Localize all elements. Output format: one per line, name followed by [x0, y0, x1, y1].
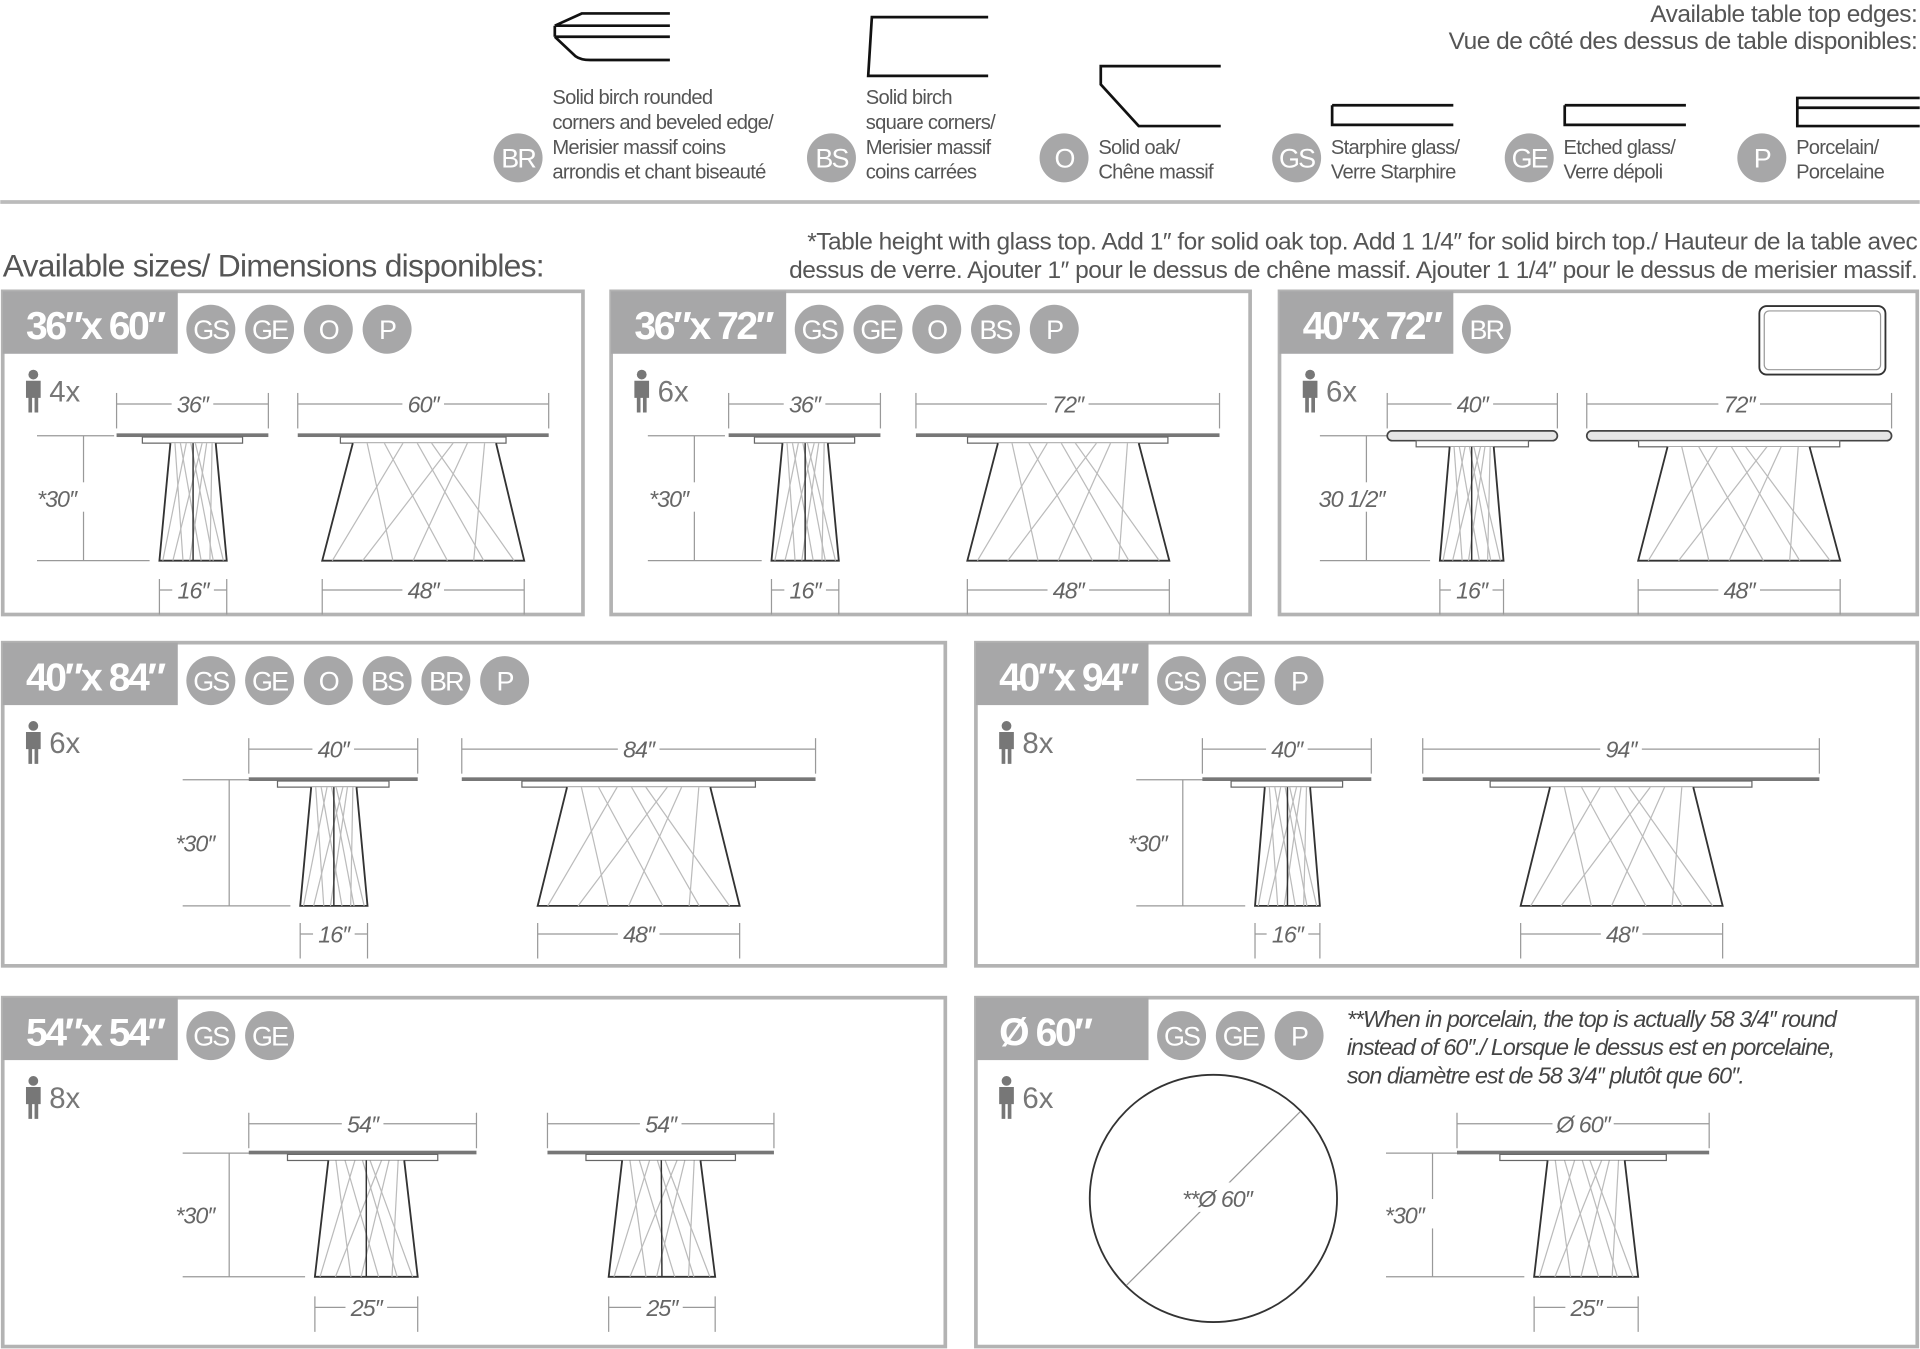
apron [287, 1154, 437, 1160]
edge-description-line: coins carrées [865, 161, 977, 184]
height-label: *30″ [1384, 1202, 1425, 1229]
seat-count: 8x [49, 1081, 81, 1115]
material-badge-p [1030, 305, 1079, 354]
badge-code: P [1291, 1021, 1308, 1052]
person-head [28, 721, 38, 731]
size-panel-3 [1280, 291, 1918, 614]
badge-code: O [318, 666, 338, 697]
dimension-label: 40″ [317, 736, 349, 763]
porcelain-note-line: son diamètre est de 58 3/4″ plutôt que 60″. [1346, 1062, 1744, 1089]
size-panel-6 [3, 998, 946, 1347]
badge-code: GE [860, 315, 896, 346]
badge-code: GS [193, 1021, 229, 1052]
pedestal-base [538, 787, 740, 906]
apron [586, 1154, 735, 1160]
person-head [1002, 721, 1012, 731]
material-badge-br [494, 133, 543, 182]
badge-code: GE [1222, 1021, 1258, 1052]
material-badge-gs [186, 305, 235, 354]
size-label: 40″x 72″ [1302, 305, 1441, 349]
badge-code: O [318, 315, 338, 346]
dimension-label: 84″ [623, 736, 655, 763]
dimension-label: 54″ [347, 1111, 379, 1138]
badge-code: P [496, 666, 513, 697]
edge-description-line: Starphire glass/ [1330, 136, 1460, 159]
material-badge-gs [186, 656, 235, 705]
size-panel-2 [611, 291, 1250, 614]
round-top-view [1090, 1075, 1337, 1322]
edge-profile-drawing [868, 17, 988, 76]
dimension-label: 48″ [1052, 577, 1084, 604]
size-label: 36″x 72″ [634, 305, 773, 349]
size-panels [3, 291, 1918, 1346]
footnote-line-2: dessus de verre. Ajouter 1″ pour le dessus de chêne massif. Ajouter 1 1/4″ pour le dessus de merisier massif. [789, 256, 1918, 284]
material-badge-ge [1505, 133, 1554, 182]
apron [522, 781, 755, 787]
dimension-label: 48″ [1606, 921, 1638, 948]
badge-code: GS [1279, 143, 1315, 174]
apron [1490, 781, 1752, 787]
edge-description-line: Merisier massif coins [552, 136, 726, 159]
edge-item-br [494, 13, 775, 183]
material-badge-br [1462, 305, 1511, 354]
size-panel-1 [3, 291, 583, 614]
height-label: 30 1/2″ [1318, 485, 1385, 512]
dimension-label: 25″ [1570, 1294, 1602, 1321]
material-badge-ge [245, 656, 294, 705]
badge-code: GS [193, 666, 229, 697]
dimension-label: 25″ [350, 1294, 382, 1321]
edge-description-line: Porcelaine [1796, 161, 1885, 184]
seat-count: 8x [1022, 726, 1054, 760]
material-badge-o [304, 305, 353, 354]
pedestal-base [1638, 447, 1840, 561]
seat-count: 4x [49, 375, 81, 409]
material-badge-gs [1157, 1011, 1206, 1060]
size-panel-7 [976, 998, 1917, 1347]
edge-profile-drawing [1332, 105, 1453, 125]
person-head [637, 370, 647, 380]
dimension-label: 16″ [1456, 577, 1488, 604]
edge-item-o [1040, 66, 1221, 183]
apron [1639, 441, 1840, 447]
sizes-title: Available sizes/ Dimensions disponibles: [2, 247, 544, 284]
material-badge-o [912, 305, 961, 354]
edges-header [1449, 1, 1918, 55]
pedestal-seam [661, 1160, 662, 1276]
material-badge-gs [1157, 656, 1206, 705]
badge-code: P [379, 315, 396, 346]
person-head [1002, 1076, 1012, 1086]
badge-code: GS [1163, 1021, 1200, 1052]
dimension-label: Ø 60″ [1556, 1111, 1610, 1138]
apron [968, 437, 1168, 443]
edge-item-bs [807, 17, 996, 183]
material-badge-p [1275, 1011, 1324, 1060]
height-label: *30″ [1127, 830, 1167, 857]
pedestal-base [322, 443, 524, 561]
material-badge-p [1275, 656, 1324, 705]
dimension-label: 40″ [1271, 736, 1303, 763]
badge-code: GE [251, 666, 288, 697]
material-badge-p [480, 656, 529, 705]
apron [754, 437, 854, 443]
size-label: 36″x 60″ [25, 305, 164, 349]
material-badge-gs [1272, 133, 1321, 182]
material-badge-ge [854, 305, 903, 354]
dimension-label: 72″ [1052, 391, 1084, 418]
material-badge-gs [186, 1011, 235, 1060]
seat-count: 6x [49, 726, 81, 760]
edge-description-line: Etched glass/ [1563, 136, 1676, 159]
seat-count: 6x [657, 375, 689, 409]
pedestal-base [1534, 1160, 1638, 1276]
edge-item-ge [1505, 105, 1686, 183]
height-label: *30″ [175, 1202, 215, 1229]
height-label: *30″ [175, 830, 215, 857]
dimension-label: 25″ [646, 1294, 678, 1321]
size-label: 54″x 54″ [25, 1011, 164, 1055]
dimension-label: 94″ [1605, 736, 1637, 763]
material-badge-o [1040, 133, 1089, 182]
dimension-label: 16″ [177, 577, 209, 604]
material-badge-bs [807, 133, 856, 182]
edge-profile-drawing [555, 13, 670, 60]
size-label: Ø 60″ [999, 1011, 1091, 1055]
edge-description-line: Solid birch [865, 87, 952, 110]
edge-description-line: square corners/ [865, 111, 995, 134]
dimension-label: 60″ [407, 391, 439, 418]
dimension-label: 48″ [407, 577, 439, 604]
badge-code: BS [815, 143, 848, 174]
material-badge-ge [1216, 1011, 1265, 1060]
edge-profile-drawing [1565, 105, 1686, 125]
seat-count: 6x [1326, 375, 1358, 409]
dimension-label: 40″ [1456, 391, 1488, 418]
dimension-label: 48″ [623, 921, 655, 948]
badge-code: GE [251, 1021, 288, 1052]
seat-count: 6x [1022, 1081, 1054, 1115]
edge-description-line: Merisier massif [865, 136, 991, 159]
person-head [28, 1076, 38, 1086]
edge-description-line: Porcelain/ [1796, 136, 1879, 159]
footnote-line-1: *Table height with glass top. Add 1″ for solid oak top. Add 1 1/4″ for solid birch top./ Hauteur de la table avec [807, 228, 1918, 256]
badge-code: GS [1163, 666, 1200, 697]
material-badge-br [421, 656, 470, 705]
material-badge-ge [245, 1011, 294, 1060]
apron [1416, 441, 1528, 447]
badge-code: BS [979, 315, 1012, 346]
badge-code: P [1046, 315, 1063, 346]
edge-description-line: corners and beveled edge/ [552, 111, 774, 134]
dimension-label: 36″ [176, 391, 209, 418]
badge-code: BS [370, 666, 404, 697]
edges-title-en: Available table top edges: [1650, 1, 1918, 29]
badge-code: GS [193, 315, 229, 346]
tabletop [1587, 431, 1892, 441]
material-badge-p [363, 305, 412, 354]
badge-code: BR [501, 143, 535, 174]
badge-code: BR [428, 666, 463, 697]
material-badge-bs [363, 656, 412, 705]
size-panel-5 [976, 643, 1917, 966]
badge-code: P [1753, 143, 1770, 174]
edge-profile-drawing [1101, 66, 1221, 126]
dimension-label: 36″ [788, 391, 821, 418]
height-label: *30″ [37, 485, 77, 512]
person-head [1305, 370, 1315, 380]
dimension-label: 16″ [789, 577, 821, 604]
porcelain-note-line: **When in porcelain, the top is actually 58 3/4″ round [1346, 1006, 1836, 1033]
person-head [28, 370, 38, 380]
height-label: *30″ [649, 485, 689, 512]
badge-code: P [1291, 666, 1308, 697]
pedestal-base [967, 443, 1169, 561]
size-panel-4 [3, 643, 946, 966]
dimension-label: 54″ [645, 1111, 677, 1138]
edge-description-line: Verre dépoli [1563, 161, 1663, 184]
edge-description-line: Solid birch rounded [552, 87, 713, 110]
badge-code: GE [251, 315, 288, 346]
edge-item-gs [1272, 105, 1460, 183]
apron [1500, 1154, 1666, 1160]
badge-code: O [1054, 143, 1074, 174]
apron [1231, 781, 1342, 787]
material-badge-gs [795, 305, 844, 354]
material-badge-ge [245, 305, 294, 354]
apron [277, 781, 388, 787]
edge-description-line: arrondis et chant biseauté [552, 161, 766, 184]
tabletop [1387, 431, 1557, 441]
material-badge-o [304, 656, 353, 705]
size-label: 40″x 84″ [25, 656, 164, 700]
badge-code: GE [1222, 666, 1258, 697]
pedestal-base [1521, 787, 1723, 906]
badge-code: GS [801, 315, 837, 346]
material-badge-p [1737, 133, 1786, 182]
edge-description-line: Chêne massif [1098, 161, 1213, 184]
dimension-label: 48″ [1723, 577, 1755, 604]
material-badge-bs [971, 305, 1020, 354]
top-view-rounded-rectangle [1759, 306, 1885, 375]
size-label: 40″x 94″ [999, 656, 1137, 700]
dimension-label: 16″ [1271, 921, 1304, 948]
dimension-label: 72″ [1723, 391, 1755, 418]
edges-title-fr: Vue de côté des dessus de table disponibles: [1448, 27, 1918, 55]
apron [142, 437, 242, 443]
diameter-label: **Ø 60″ [1182, 1186, 1253, 1212]
porcelain-note-line: instead of 60″./ Lorsque le dessus est en porcelaine, [1346, 1034, 1835, 1061]
edge-description-line: Verre Starphire [1330, 161, 1456, 184]
edge-profile-drawing [1797, 98, 1919, 126]
material-badge-ge [1216, 656, 1265, 705]
apron [340, 437, 506, 443]
badge-code: GE [1511, 143, 1547, 174]
badge-code: BR [1469, 315, 1504, 346]
edge-item-p [1737, 98, 1919, 184]
dimension-label: 16″ [318, 921, 350, 948]
edge-description-line: Solid oak/ [1098, 136, 1180, 159]
badge-code: O [927, 315, 947, 346]
